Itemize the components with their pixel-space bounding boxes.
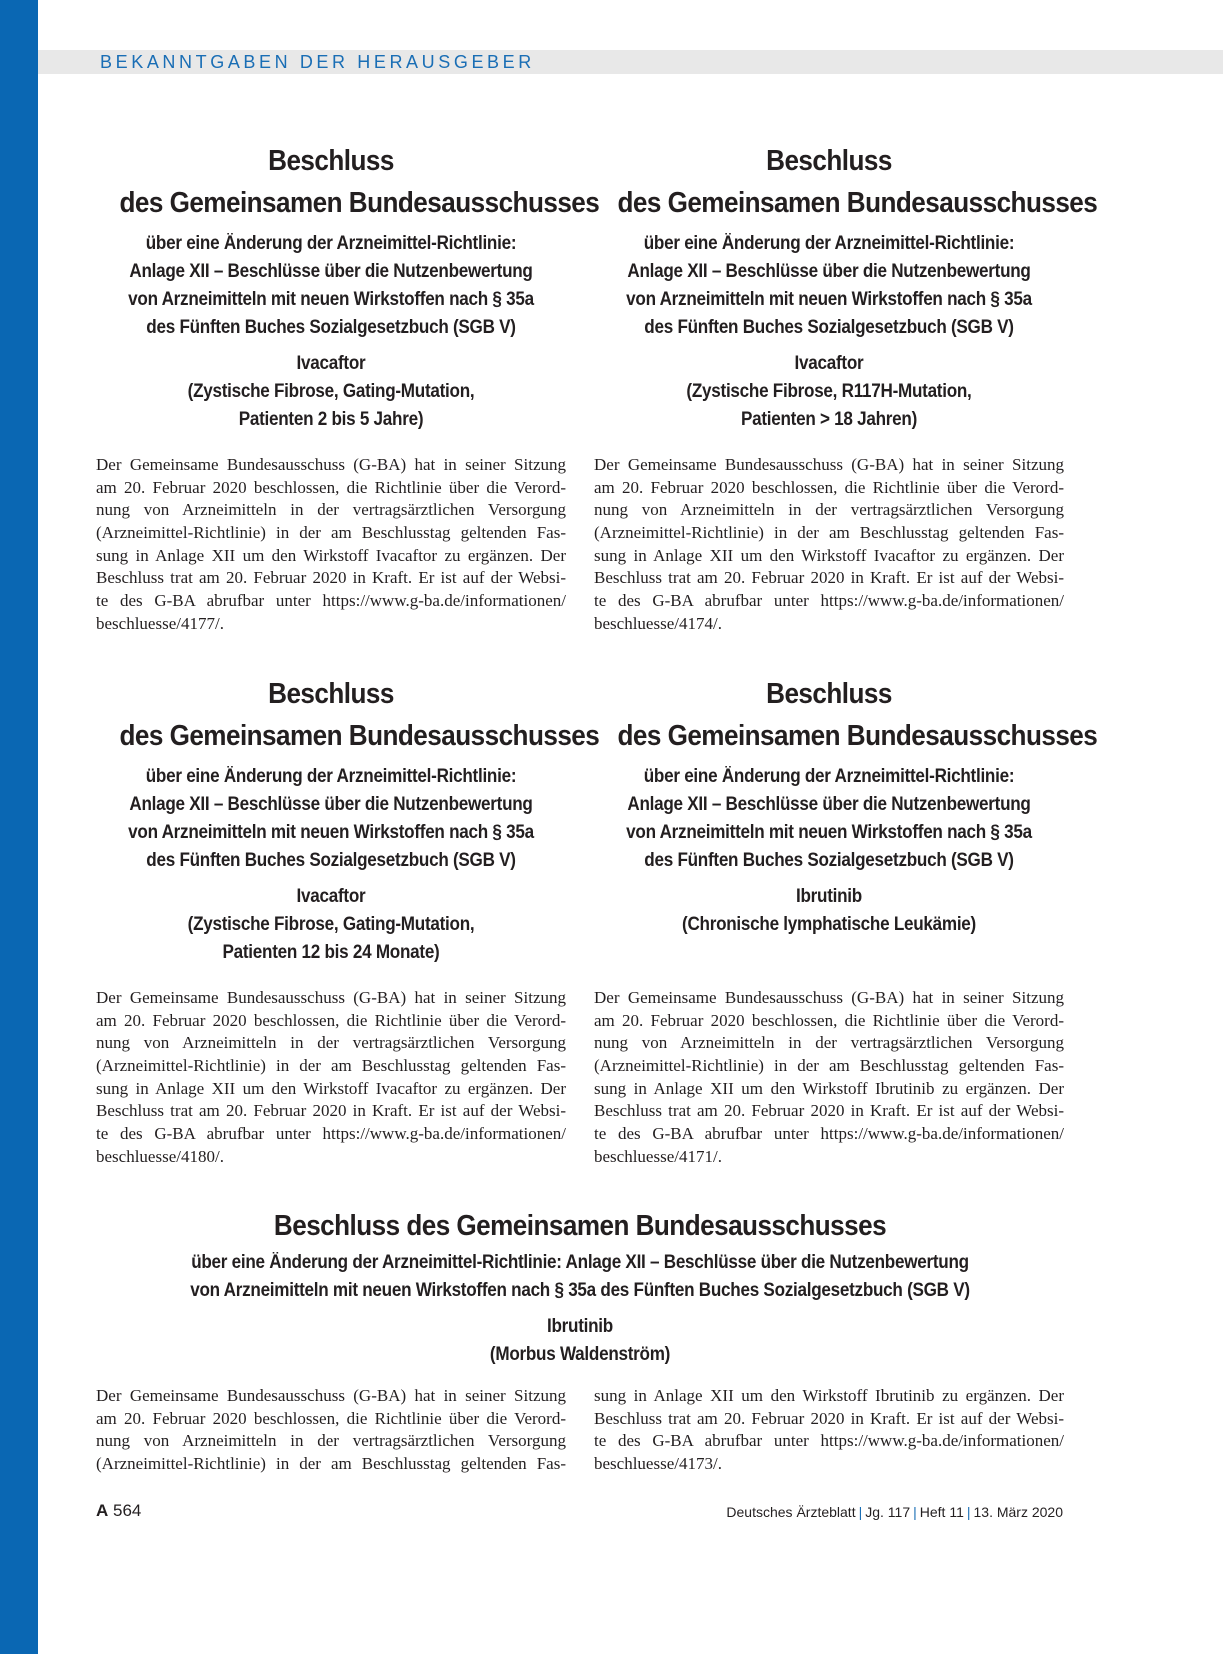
announcement-subtitle: über eine Änderung der Arzneimittel-Richtlinie: Anlage XII – Beschlüsse über die Nutzenbewertung von Arzneimitteln mit neuen Wirkstoffen nach § 35a des Fünften Buches Sozialgesetzbuch (SGB V) [128,766,534,871]
separator: | [913,1504,917,1520]
page-prefix: A [96,1501,109,1520]
journal-issue: Heft 11 [919,1504,964,1520]
announcement-block [594,140,1098,434]
section-header: BEKANNTGABEN DER HERAUSGEBER [100,52,535,72]
announcement-subtitle: über eine Änderung der Arzneimittel-Richtlinie: Anlage XII – Beschlüsse über die Nutzenbewertung von Arzneimitteln mit neuen Wirkstoffen nach § 35a des Fünften Buches Sozialgesetzbuch (SGB V) [626,766,1032,871]
announcement-body: Der Gemeinsame Bundesausschuss (G-BA) hat in seiner Sitzung am 20. Februar 2020 beschlossen, die Richtlinie über die Verord- nung von Arzneimitteln in der vertragsärztlichen Versorgung (Arzneimittel-Richtlinie) in der am Beschlusstag geltenden Fas- sung in Anlage XII um den Wirkstoff Ivacaftor zu ergänzen. Der Beschluss trat am 20. Februar 2020 in Kraft. Er ist auf der Websi- te des G-BA abrufbar unter https://www.g-ba.de/informationen/ beschluesse/4180/. [96,988,566,1166]
announcement-title: Beschluss des Gemeinsamen Bundesausschusses [119,678,600,752]
announcement-block [96,140,600,434]
announcement-body: Der Gemeinsame Bundesausschuss (G-BA) hat in seiner Sitzung am 20. Februar 2020 beschlossen, die Richtlinie über die Verord- nung von Arzneimitteln in der vertragsärztlichen Versorgung (Arzneimittel-Richtlinie) in der am Beschlusstag geltenden Fas- sung in Anlage XII um den Wirkstoff Ibrutinib zu ergänzen. Der Beschluss trat am 20. Februar 2020 in Kraft. Er ist auf der Websi- te des G-BA abrufbar unter https://www.g-ba.de/informationen/ beschluesse/4171/. [594,988,1064,1166]
side-color-bar [0,0,38,1654]
announcement-title: Beschluss des Gemeinsamen Bundesausschusses [273,1210,887,1242]
announcement-block-wide [96,1205,1064,1369]
announcement-title: Beschluss des Gemeinsamen Bundesausschusses [617,678,1098,752]
page-number-value: 564 [113,1501,142,1520]
page-number [96,1500,141,1522]
journal-date: 13. März 2020 [973,1504,1063,1520]
drug-heading: Ibrutinib (Chronische lymphatische Leukämie) [682,886,976,935]
announcement-block [96,673,600,967]
announcement-subtitle: über eine Änderung der Arzneimittel-Richtlinie: Anlage XII – Beschlüsse über die Nutzenbewertung von Arzneimitteln mit neuen Wirkstoffen nach § 35a des Fünften Buches Sozialgesetzbuch (SGB V) [128,233,534,338]
journal-name: Deutsches Ärzteblatt [726,1504,856,1520]
announcement-body-right: sung in Anlage XII um den Wirkstoff Ibrutinib zu ergänzen. Der Beschluss trat am 20. Februar 2020 in Kraft. Er ist auf der Websi- te des G-BA abrufbar unter https://www.g-ba.de/informationen/ beschluesse/4173/. [594,1386,1064,1474]
drug-heading: Ivacaftor (Zystische Fibrose, R117H-Mutation, Patienten > 18 Jahren) [686,353,972,430]
journal-volume: Jg. 117 [865,1504,911,1520]
drug-heading: Ibrutinib (Morbus Waldenström) [489,1316,671,1365]
announcement-body: Der Gemeinsame Bundesausschuss (G-BA) hat in seiner Sitzung am 20. Februar 2020 beschlossen, die Richtlinie über die Verord- nung von Arzneimitteln in der vertragsärztlichen Versorgung (Arzneimittel-Richtlinie) in der am Beschlusstag geltenden Fas- sung in Anlage XII um den Wirkstoff Ivacaftor zu ergänzen. Der Beschluss trat am 20. Februar 2020 in Kraft. Er ist auf der Websi- te des G-BA abrufbar unter https://www.g-ba.de/informationen/ beschluesse/4174/. [594,455,1064,633]
drug-heading: Ivacaftor (Zystische Fibrose, Gating-Mutation, Patienten 2 bis 5 Jahre) [187,353,475,430]
announcement-body-left: Der Gemeinsame Bundesausschuss (G-BA) hat in seiner Sitzung am 20. Februar 2020 beschlossen, die Richtlinie über die Verord- nung von Arzneimitteln in der vertragsärztlichen Versorgung (Arzneimittel-Richtlinie) in der am Beschlusstag geltenden Fas- [96,1386,566,1474]
announcement-title: Beschluss des Gemeinsamen Bundesausschusses [617,145,1098,219]
drug-heading: Ivacaftor (Zystische Fibrose, Gating-Mutation, Patienten 12 bis 24 Monate) [187,886,475,963]
separator: | [966,1504,971,1520]
announcement-subtitle: über eine Änderung der Arzneimittel-Richtlinie: Anlage XII – Beschlüsse über die Nutzenbewertung von Arzneimitteln mit neuen Wirkstoffen nach § 35a des Fünften Buches Sozialgesetzbuch (SGB V) [626,233,1032,338]
announcement-body: Der Gemeinsame Bundesausschuss (G-BA) hat in seiner Sitzung am 20. Februar 2020 beschlossen, die Richtlinie über die Verord- nung von Arzneimitteln in der vertragsärztlichen Versorgung (Arzneimittel-Richtlinie) in der am Beschlusstag geltenden Fas- sung in Anlage XII um den Wirkstoff Ivacaftor zu ergänzen. Der Beschluss trat am 20. Februar 2020 in Kraft. Er ist auf der Websi- te des G-BA abrufbar unter https://www.g-ba.de/informationen/ beschluesse/4177/. [96,455,566,633]
announcement-subtitle: über eine Änderung der Arzneimittel-Richtlinie: Anlage XII – Beschlüsse über die Nutzenbewertung von Arzneimitteln mit neuen Wirkstoffen nach § 35a des Fünften Buches Sozialgesetzbuch (SGB V) [190,1252,970,1301]
journal-footer [726,1502,1063,1522]
announcement-title: Beschluss des Gemeinsamen Bundesausschusses [119,145,600,219]
announcement-block [594,673,1098,939]
separator: | [858,1504,863,1520]
